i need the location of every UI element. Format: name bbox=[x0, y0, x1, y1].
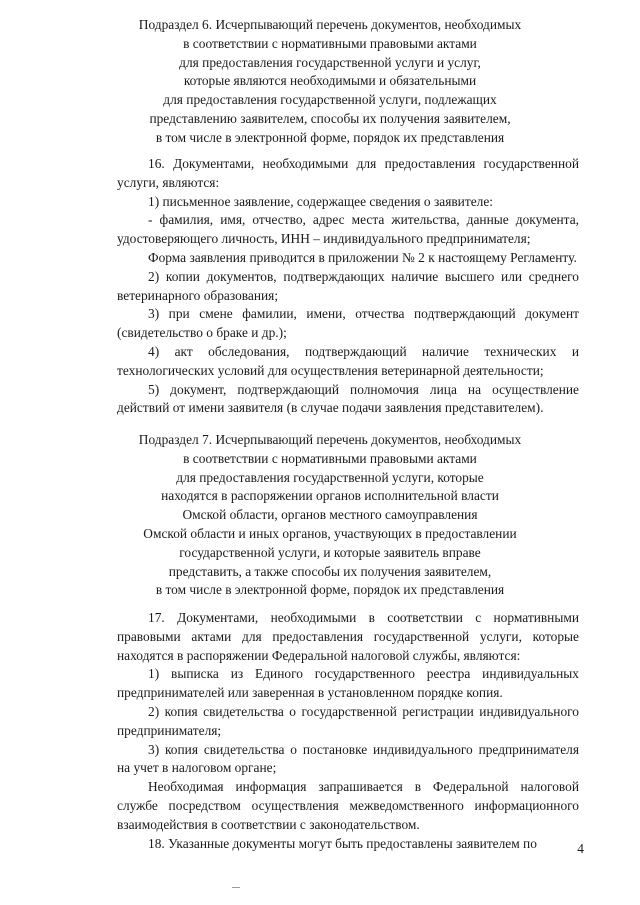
heading-line: Омской области и иных органов, участвующих в предоставлении bbox=[143, 525, 517, 541]
heading-line: Подраздел 6. Исчерпывающий перечень документов, необходимых bbox=[138, 17, 522, 32]
section-6-body bbox=[117, 155, 579, 418]
page-number: 4 bbox=[577, 841, 584, 856]
list-item-2: 2) копии документов, подтверждающих наличие высшего или среднего ветеринарного образования; bbox=[117, 268, 579, 303]
heading-line: в том числе в электронной форме, порядок их представления bbox=[155, 582, 505, 598]
heading-line: в соответствии с нормативными правовыми актами bbox=[183, 450, 477, 466]
heading-line: Подраздел 7. Исчерпывающий перечень документов, необходимых bbox=[138, 432, 522, 447]
section-6-heading bbox=[100, 16, 560, 148]
list-item-2: 2) копия свидетельства о государственной регистрации индивидуального предпринимателя; bbox=[117, 703, 579, 738]
heading-line: находятся в распоряжении органов исполнительной власти bbox=[161, 488, 499, 504]
heading-line: для предоставления государственной услуги, подлежащих bbox=[163, 92, 497, 108]
applicant-data-item: - фамилия, имя, отчество, адрес места жительства, данные документа, удостоверяющего личность, ИНН – индивидуального предпринимателя; bbox=[117, 212, 579, 247]
heading-line: государственной услуги, и которые заявитель вправе bbox=[179, 544, 481, 560]
interagency-note: Необходимая информация запрашивается в Федеральной налоговой службе посредством осуществления межведомственного информационного взаимодействия в соответствии с законодательством. bbox=[117, 779, 579, 832]
heading-line: которые являются необходимыми и обязательными bbox=[183, 73, 477, 89]
section-7-heading bbox=[100, 431, 560, 600]
list-item-5: 5) документ, подтверждающий полномочия лица на осуществление действий от имени заявителя (в случае подачи заявления представителем). bbox=[117, 381, 579, 416]
heading-line: в том числе в электронной форме, порядок их представления bbox=[155, 129, 505, 145]
list-item-1: 1) письменное заявление, содержащее сведения о заявителе: bbox=[148, 193, 493, 209]
list-item-3: 3) копия свидетельства о постановке индивидуального предпринимателя на учет в налоговом органе; bbox=[117, 741, 579, 776]
section-7-body bbox=[117, 609, 579, 853]
paragraph-16: 16. Документами, необходимыми для предоставления государственной услуги, являются: bbox=[117, 156, 579, 190]
list-item-1: 1) выписка из Единого государственного реестра индивидуальных предпринимателей или заверенная в установленном порядке копия. bbox=[117, 666, 579, 701]
heading-line: Омской области, органов местного самоуправления bbox=[182, 507, 478, 523]
scan-artifact bbox=[232, 887, 240, 888]
list-item-4: 4) акт обследования, подтверждающий наличие технических и технологических условий для осуществления ветеринарной деятельности; bbox=[117, 343, 579, 378]
heading-line: для предоставления государственной услуги и услуг, bbox=[179, 54, 481, 70]
heading-line: в соответствии с нормативными правовыми актами bbox=[183, 35, 477, 51]
paragraph-17: 17. Документами, необходимыми в соответствии с нормативными правовыми актами для предоставления государственной услуги, которые находятся в распоряжении Федеральной налоговой службы, являются: bbox=[117, 610, 579, 663]
heading-line: для предоставления государственной услуги, которые bbox=[176, 469, 484, 485]
application-form-note: Форма заявления приводится в приложении № 2 к настоящему Регламенту. bbox=[148, 249, 577, 265]
list-item-3: 3) при смене фамилии, имени, отчества подтверждающий документ (свидетельство о браке и др.); bbox=[117, 306, 579, 341]
paragraph-18: 18. Указанные документы могут быть предоставлены заявителем по bbox=[148, 835, 537, 851]
heading-line: представить, а также способы их получения заявителем, bbox=[168, 563, 492, 579]
heading-line: представлению заявителем, способы их получения заявителем, bbox=[149, 110, 511, 126]
